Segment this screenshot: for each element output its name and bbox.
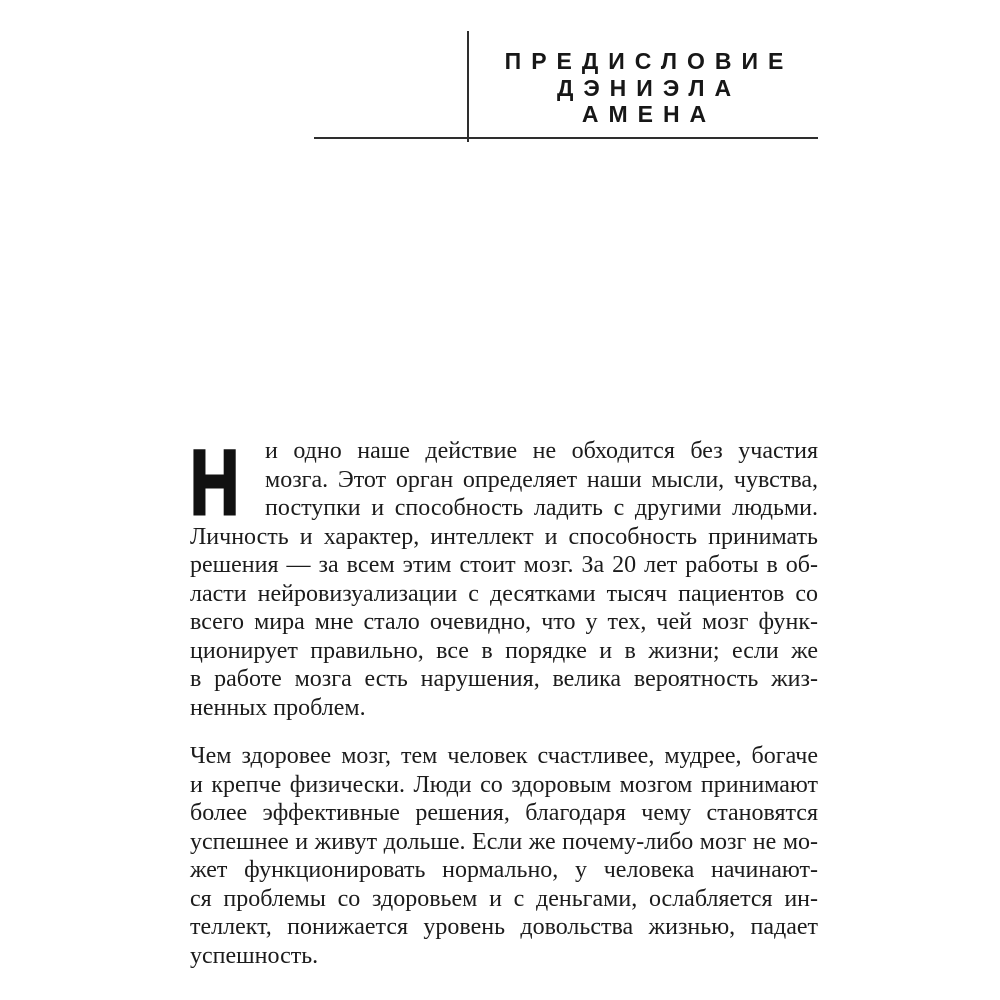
text-line: и одно наше действие не обходится без участия — [265, 438, 818, 464]
text-line: более эффективные решения, благодаря чему становятся — [190, 800, 818, 826]
text-line: и крепче физически. Люди со здоровым мозгом принимают — [190, 771, 818, 798]
text-line: всего мира мне стало очевидно, что у тех, чей мозг функ- — [190, 609, 818, 635]
text-line: Личность и характер, интеллект и способность принимать — [190, 523, 818, 550]
paragraph-1 — [190, 432, 818, 722]
text-line: ненных проблем. — [190, 694, 366, 721]
chapter-title-line: ДЭНИЭЛА — [556, 74, 742, 101]
text-line: успешность. — [190, 942, 319, 969]
text-line: решения — за всем этим стоит мозг. За 20 лет работы в об- — [190, 552, 818, 578]
text-line: успешнее и живут дольше. Если же почему-либо мозг не мо- — [190, 828, 818, 855]
paragraph-2 — [190, 742, 818, 970]
chapter-title-line: АМЕНА — [581, 101, 717, 127]
text-line: Чем здоровее мозг, тем человек счастливее, мудрее, богаче — [190, 743, 818, 769]
text-line: ласти нейровизуализации с десятками тысяч пациентов со — [190, 580, 818, 607]
chapter-title-line: ПРЕДИСЛОВИЕ — [504, 48, 794, 74]
text-line: теллект, понижается уровень довольства жизнью, падает — [190, 914, 818, 940]
body-text — [190, 432, 818, 970]
text-line: поступки и способность ладить с другими людьми. — [265, 495, 818, 521]
text-line: мозга. Этот орган определяет наши мысли, чувства, — [265, 466, 818, 493]
header-horizontal-rule — [314, 137, 818, 139]
text-line: ся проблемы со здоровьем и с деньгами, ослабляется ин- — [190, 885, 818, 912]
text-line: в работе мозга есть нарушения, велика вероятность жиз- — [190, 666, 818, 692]
text-line: ционирует правильно, все в порядке и в жизни; если же — [190, 637, 818, 664]
drop-cap: Н — [190, 432, 240, 534]
text-line: жет функционировать нормально, у человека начинают- — [190, 857, 818, 883]
chapter-title — [468, 48, 820, 128]
